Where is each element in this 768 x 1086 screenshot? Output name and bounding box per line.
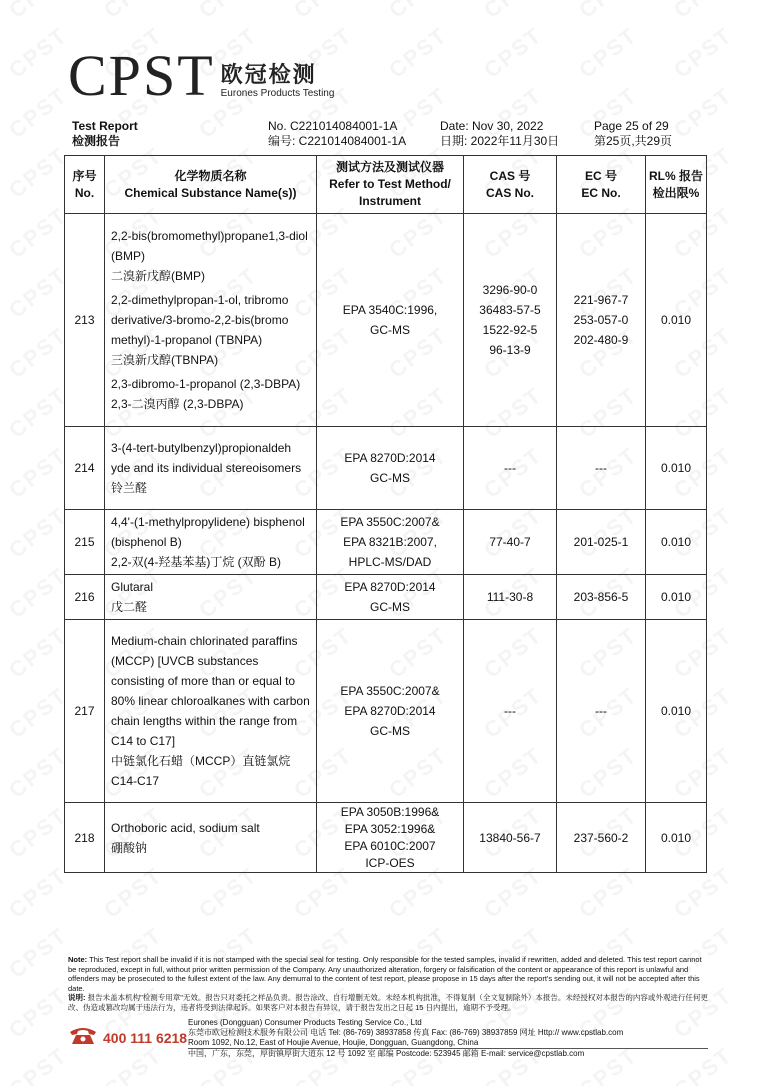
row-no: 218 (65, 803, 105, 873)
watermark-text (574, 0, 643, 24)
row-method: EPA 8270D:2014 GC-MS (317, 575, 464, 620)
row-rl: 0.010 (646, 620, 707, 803)
table-row (65, 510, 707, 575)
row-rl: 0.010 (646, 575, 707, 620)
row-substance-name: Glutaral 戊二醛 (105, 575, 317, 620)
row-cas: 77-40-7 (464, 510, 557, 575)
row-rl: 0.010 (646, 803, 707, 873)
watermark-text (4, 622, 73, 684)
row-method: EPA 3550C:2007& EPA 8270D:2014 GC-MS (317, 620, 464, 803)
row-substance-name: 4,4'-(1-methylpropylidene) bisphenol (bisphenol B) 2,2-双(4-羟基苯基)丁烷 (双酚 B) (105, 510, 317, 575)
row-method: EPA 8270D:2014 GC-MS (317, 427, 464, 510)
watermark-text (764, 22, 768, 84)
watermark-text (764, 82, 768, 144)
row-no: 213 (65, 214, 105, 427)
watermark-text (764, 442, 768, 504)
watermark-text (99, 0, 168, 24)
note-label-cn: 说明: (68, 993, 86, 1003)
report-date-cn: 日期: 2022年11月30日 (440, 134, 560, 148)
telephone-icon (68, 1026, 98, 1046)
col-header-ec: EC 号 EC No. (557, 156, 646, 214)
watermark-text (4, 742, 73, 804)
row-ec: --- (557, 620, 646, 803)
watermark-text (669, 0, 738, 24)
watermark-text (4, 502, 73, 564)
note-text-cn: 报告未盖本机构"检测专用章"无效。报告只对委托之样品负责。报告涂改、自行增删无效。未经本机构批准，不得复制（全文复制除外）本报告。未经授权对本报告的内容或外观进行任何更改、伪造或篡改均属于违法行为，违者将受到法律起诉。如果客户对本报告有异议，请于报告发出之日起 15 日内提出，逾期不予受理。 (68, 993, 708, 1012)
row-substance-name: 2,2-bis(bromomethyl)propane1,3-diol (BMP) 二溴新戊醇(BMP) 2,2-dimethylpropan-1-ol, tribromo derivative/3-bromo-2,2-bis(bromo methyl)-1-propanol (TBNPA) 三溴新戊醇(TBNPA) 2,3-dibromo-1-propanol (2,3-DBPA) 2,3-二溴丙醇 (2,3-DBPA) (105, 214, 317, 427)
col-header-name: 化学物质名称 Chemical Substance Name(s)) (105, 156, 317, 214)
watermark-text (384, 22, 453, 84)
col-header-method: 测试方法及测试仪器 Refer to Test Method/ Instrument (317, 156, 464, 214)
logo-wordmark: CPST (68, 43, 215, 108)
row-ec: 203-856-5 (557, 575, 646, 620)
watermark-text (764, 982, 768, 1044)
row-no: 217 (65, 620, 105, 803)
watermark-text (4, 0, 73, 24)
table-row (65, 427, 707, 510)
report-number-en: No. C221014084001-1A (268, 119, 398, 133)
table-row (65, 575, 707, 620)
row-ec: 237-560-2 (557, 803, 646, 873)
watermark-text (574, 22, 643, 84)
footer-contact: 东莞市欧冠检测技术服务有限公司 电话 Tel: (86-769) 38937858 传真 Fax: (86-769) 38937859 网址 Http:// www.cpstlab.com (188, 1028, 624, 1037)
logo-chinese-name: 欧冠检测 (220, 62, 317, 87)
report-date-en: Date: Nov 30, 2022 (440, 119, 544, 133)
watermark-text (194, 0, 263, 24)
row-substance-name: Medium-chain chlorinated paraffins (MCCP) [UVCB substances consisting of more than or equal to 80% linear chloroalkanes with carbon chain lengths within the range from C14 to C17] 中链氯化石蜡（MCCP）直链氯烷 C14-C17 (105, 620, 317, 803)
row-substance-name: Orthoboric acid, sodium salt 硼酸钠 (105, 803, 317, 873)
watermark-text (289, 0, 358, 24)
row-rl: 0.010 (646, 427, 707, 510)
logo-english-name: Eurones Products Testing (220, 88, 335, 99)
row-no: 216 (65, 575, 105, 620)
watermark-text (384, 0, 453, 24)
row-rl: 0.010 (646, 214, 707, 427)
company-logo (68, 43, 335, 108)
watermark-text (764, 382, 768, 444)
footer-address-en: Room 1092, No.12, East of Houjie Avenue, Houjie, Dongguan, Guangdong, China (188, 1038, 479, 1047)
row-rl: 0.010 (646, 510, 707, 575)
report-title-cn: 检测报告 (72, 134, 121, 148)
row-method: EPA 3550C:2007& EPA 8321B:2007, HPLC-MS/DAD (317, 510, 464, 575)
watermark-text (4, 1042, 73, 1086)
hotline-number: 400 111 6218 (103, 1030, 188, 1046)
watermark-text (4, 682, 73, 744)
watermark-text (4, 802, 73, 864)
col-header-rl: RL% 报告检出限% (646, 156, 707, 214)
report-title-en: Test Report (72, 119, 138, 133)
row-no: 214 (65, 427, 105, 510)
watermark-text (479, 0, 548, 24)
watermark-text (764, 1042, 768, 1086)
watermark-text (764, 142, 768, 204)
row-ec: --- (557, 427, 646, 510)
watermark-text (764, 0, 768, 24)
row-cas: 111-30-8 (464, 575, 557, 620)
watermark-text (764, 922, 768, 984)
row-method: EPA 3540C:1996, GC-MS (317, 214, 464, 427)
watermark-text (4, 142, 73, 204)
row-cas: 3296-90-0 36483-57-5 1522-92-5 96-13-9 (464, 214, 557, 427)
watermark-text (4, 442, 73, 504)
watermark-text (4, 862, 73, 924)
watermark-text (764, 202, 768, 264)
note-text-en: This Test report shall be invalid if it is not stamped with the special seal for testing. Only responsible for the tested samples, invalid if rewritten, added and deleted. This test report cannot be reproduced, except in full, without prior written permission of the Company. Any unauthorized alteration, forgery or falsification of the content or appearance of this report is unlawful and offenders may be prosecuted to the fullest extent of the law. Any demurral to the content of test report, please propose in 15 days after the report's sending out, it will not be accepted after this date. (68, 955, 702, 993)
table-row (65, 803, 707, 873)
col-header-cas: CAS 号 CAS No. (464, 156, 557, 214)
watermark-text (764, 622, 768, 684)
watermark-text (4, 322, 73, 384)
col-header-no: 序号 No. (65, 156, 105, 214)
watermark-text (669, 82, 738, 144)
table-row (65, 620, 707, 803)
watermark-text (4, 982, 73, 1044)
row-cas: --- (464, 620, 557, 803)
watermark-text (4, 562, 73, 624)
watermark-text (4, 82, 73, 144)
row-ec: 221-967-7 253-057-0 202-480-9 (557, 214, 646, 427)
page-number-cn: 第25页,共29页 (594, 134, 673, 148)
watermark-text (764, 862, 768, 924)
row-cas: --- (464, 427, 557, 510)
table-row (65, 214, 707, 427)
row-ec: 201-025-1 (557, 510, 646, 575)
results-table (64, 155, 707, 873)
table-header-row (65, 156, 707, 214)
watermark-text (479, 22, 548, 84)
footer (68, 1018, 708, 1062)
row-cas: 13840-56-7 (464, 803, 557, 873)
legal-note (68, 955, 708, 1013)
watermark-text (4, 22, 73, 84)
footer-company: Eurones (Dongguan) Consumer Products Testing Service Co., Ltd (188, 1018, 422, 1027)
watermark-text (764, 802, 768, 864)
watermark-text (4, 922, 73, 984)
watermark-text (764, 502, 768, 564)
watermark-text (764, 562, 768, 624)
watermark-text (764, 742, 768, 804)
row-substance-name: 3-(4-tert-butylbenzyl)propionaldeh yde and its individual stereoisomers 铃兰醛 (105, 427, 317, 510)
row-no: 215 (65, 510, 105, 575)
watermark-text (669, 22, 738, 84)
watermark-text (764, 262, 768, 324)
watermark-text (4, 262, 73, 324)
watermark-text (4, 202, 73, 264)
note-label: Note: (68, 955, 88, 964)
watermark-text (764, 682, 768, 744)
report-number-cn: 编号: C221014084001-1A (268, 134, 407, 148)
row-method: EPA 3050B:1996& EPA 3052:1996& EPA 6010C:2007 ICP-OES (317, 803, 464, 873)
watermark-text (4, 382, 73, 444)
page-number-en: Page 25 of 29 (594, 119, 669, 133)
watermark-text (764, 322, 768, 384)
footer-address-cn: 中国，广东，东莞，厚街镇厚街大道东 12 号 1092 室 邮编 Postcode: 523945 邮箱 E-mail: service@cpstlab.com (188, 1049, 585, 1058)
